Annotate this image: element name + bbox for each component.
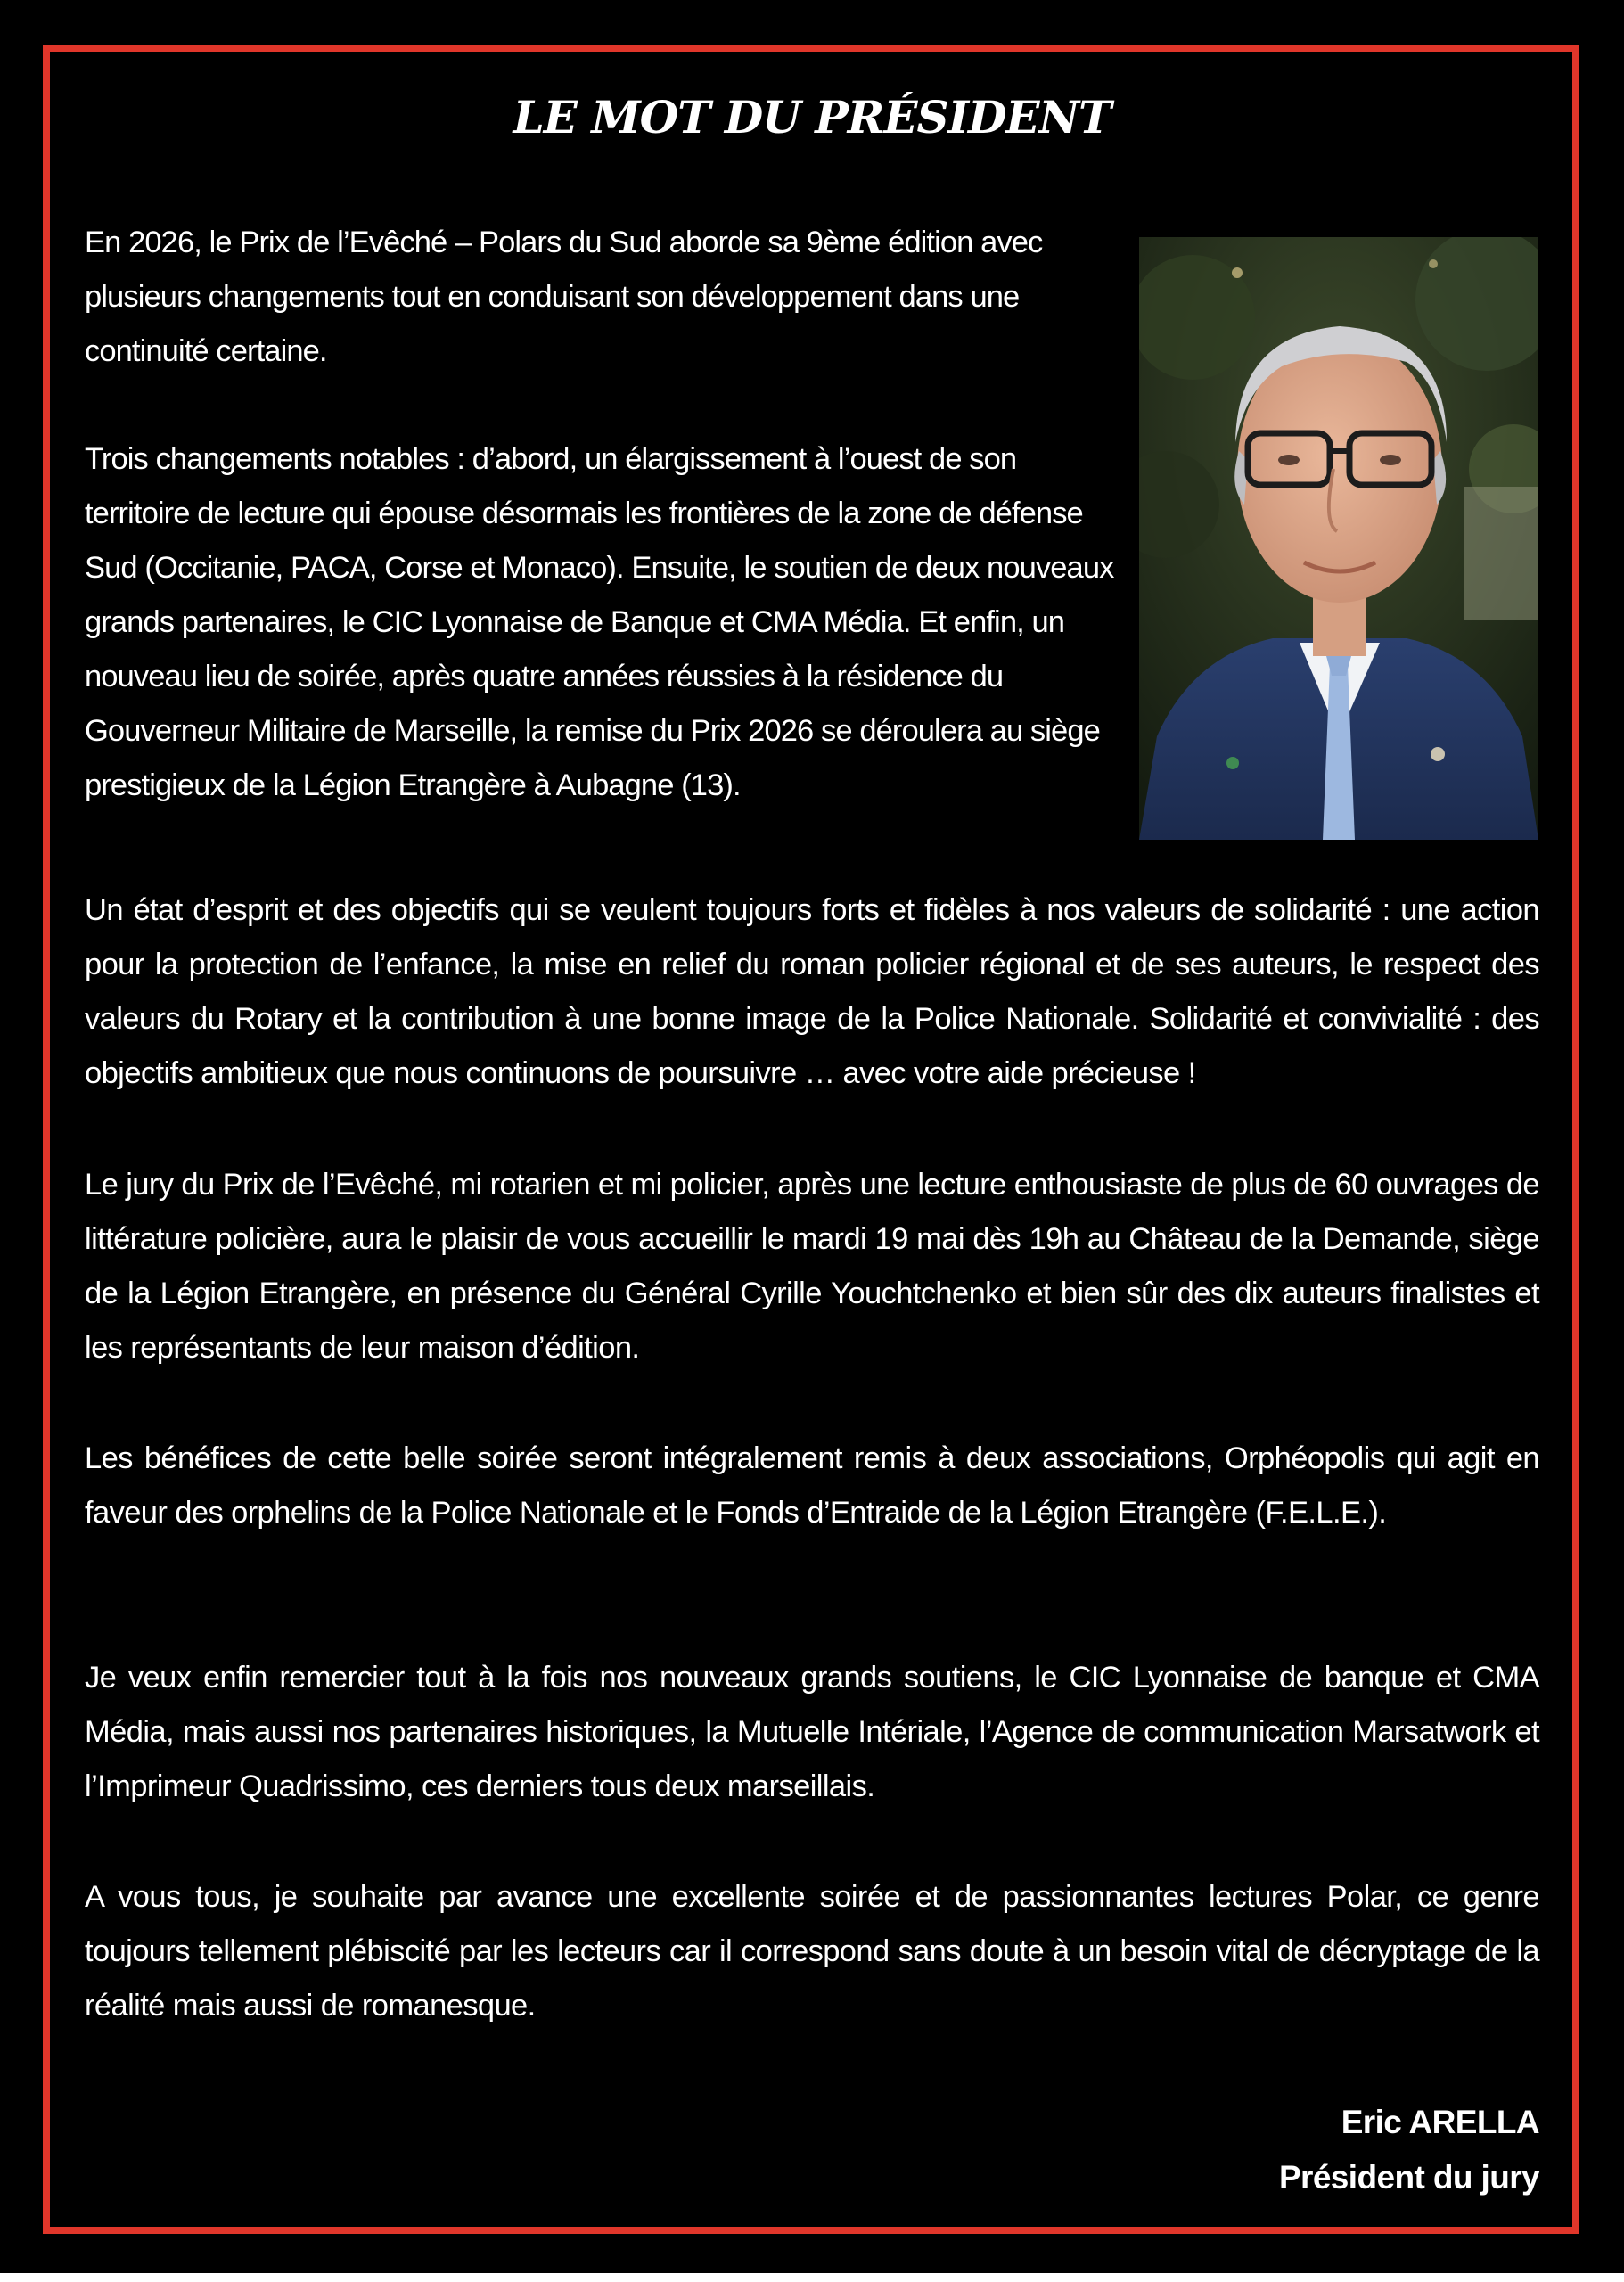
paragraph-jury: Le jury du Prix de l’Evêché, mi rotarien et mi policier, après une lecture enthousiaste de plus de 60 ouvrages de littérature policière, aura le plaisir de vous accueillir le mardi 19 mai dès 19h au Château de la Demande, siège de la Légion Etrangère, en présence du Général Cyrille Youchtchenko et bien sûr des dix auteurs finalistes et les représentants de leur maison d’édition. (85, 1168, 1539, 1365)
paragraph-closing: A vous tous, je souhaite par avance une excellente soirée et de passionnantes lectures Polar, ce genre toujours tellement plébiscité par les lecteurs car il correspond sans doute à un besoin vital de décryptage de la réalité mais aussi de romanesque. (85, 1880, 1539, 2023)
signature-name: Eric ARELLA (1341, 2104, 1539, 2140)
signature-role: Président du jury (1278, 2159, 1539, 2196)
signature-block (1279, 2095, 1539, 2205)
page-title: LE MOT DU PRÉSIDENT (513, 91, 1111, 144)
paragraph-intro: En 2026, le Prix de l’Evêché – Polars du Sud aborde sa 9ème édition avec plusieurs changements tout en conduisant son développement dans une continuité certaine. (85, 226, 1043, 368)
paragraph-values: Un état d’esprit et des objectifs qui se veulent toujours forts et fidèles à nos valeurs de solidarité : une action pour la protection de l’enfance, la mise en relief du roman policier régional et de ses auteurs, le respect des valeurs du Rotary et la contribution à une bonne image de la Police Nationale. Solidarité et convivialité : des objectifs ambitieux que nous continuons de poursuivre … avec votre aide précieuse ! (85, 893, 1539, 1090)
paragraph-changes: Trois changements notables : d’abord, un élargissement à l’ouest de son territoire de lecture qui épouse désormais les frontières de la zone de défense Sud (Occitanie, PACA, Corse et Monaco). Ensuite, le soutien de deux nouveaux grands partenaires, le CIC Lyonnaise de Banque et CMA Média. Et enfin, un nouveau lieu de soirée, après quatre années réussies à la résidence du Gouverneur Militaire de Marseille, la remise du Prix 2026 se déroulera au siège prestigieux de la Légion Etrangère à Aubagne (13). (85, 442, 1114, 802)
president-portrait-photo (1139, 237, 1538, 840)
paragraph-thanks: Je veux enfin remercier tout à la fois nos nouveaux grands soutiens, le CIC Lyonnaise de banque et CMA Média, mais aussi nos partenaires historiques, la Mutuelle Intériale, l’Agence de communication Marsatwork et l’Imprimeur Quadrissimo, ces derniers tous deux marseillais. (85, 1661, 1539, 1803)
paragraph-benefits: Les bénéfices de cette belle soirée seront intégralement remis à deux associations, Orphéopolis qui agit en faveur des orphelins de la Police Nationale et le Fonds d’Entraide de la Légion Etrangère (F.E.L.E.). (85, 1441, 1539, 1530)
portrait-illustration (1139, 237, 1538, 840)
